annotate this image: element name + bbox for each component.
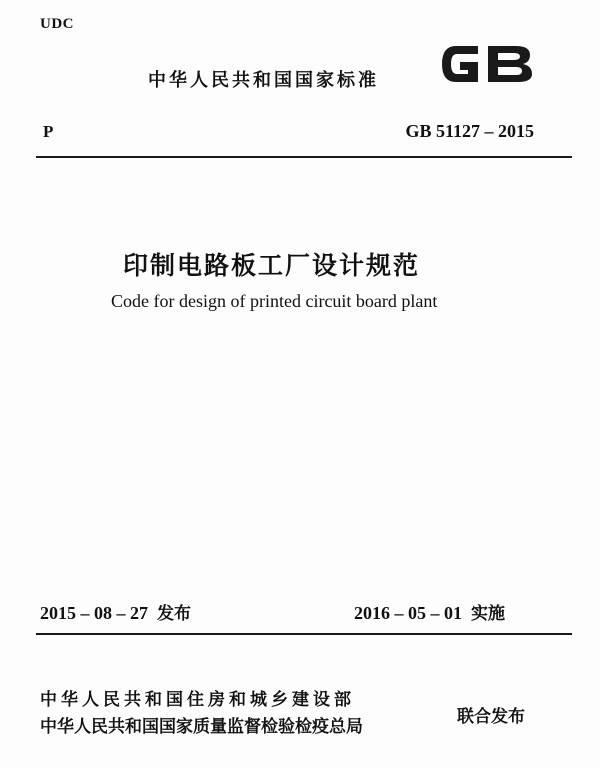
issue-date: 2015 – 08 – 27 [40,603,148,623]
issuer-ministry-housing: 中华人民共和国住房和城乡建设部 [40,690,355,710]
header-divider [36,156,572,158]
title-english: Code for design of printed circuit board plant [111,291,438,311]
implementation-date-line [354,599,505,624]
title-chinese: 印制电路板工厂设计规范 [123,251,421,280]
standard-type-heading: 中华人民共和国国家标准 [148,70,379,91]
udc-label: UDC [40,16,74,32]
category-code: P [43,122,54,141]
standard-number: GB 51127 – 2015 [405,121,534,141]
issue-date-line [40,599,191,624]
implementation-date: 2016 – 05 – 01 [354,603,462,623]
issuer-aqsiq: 中华人民共和国国家质量监督检验检疫总局 [40,717,363,737]
issue-label: 发布 [157,604,191,624]
joint-issue-label: 联合发布 [457,707,525,727]
footer-divider [36,633,572,635]
gb-logo [438,38,536,90]
implementation-label: 实施 [471,604,505,624]
